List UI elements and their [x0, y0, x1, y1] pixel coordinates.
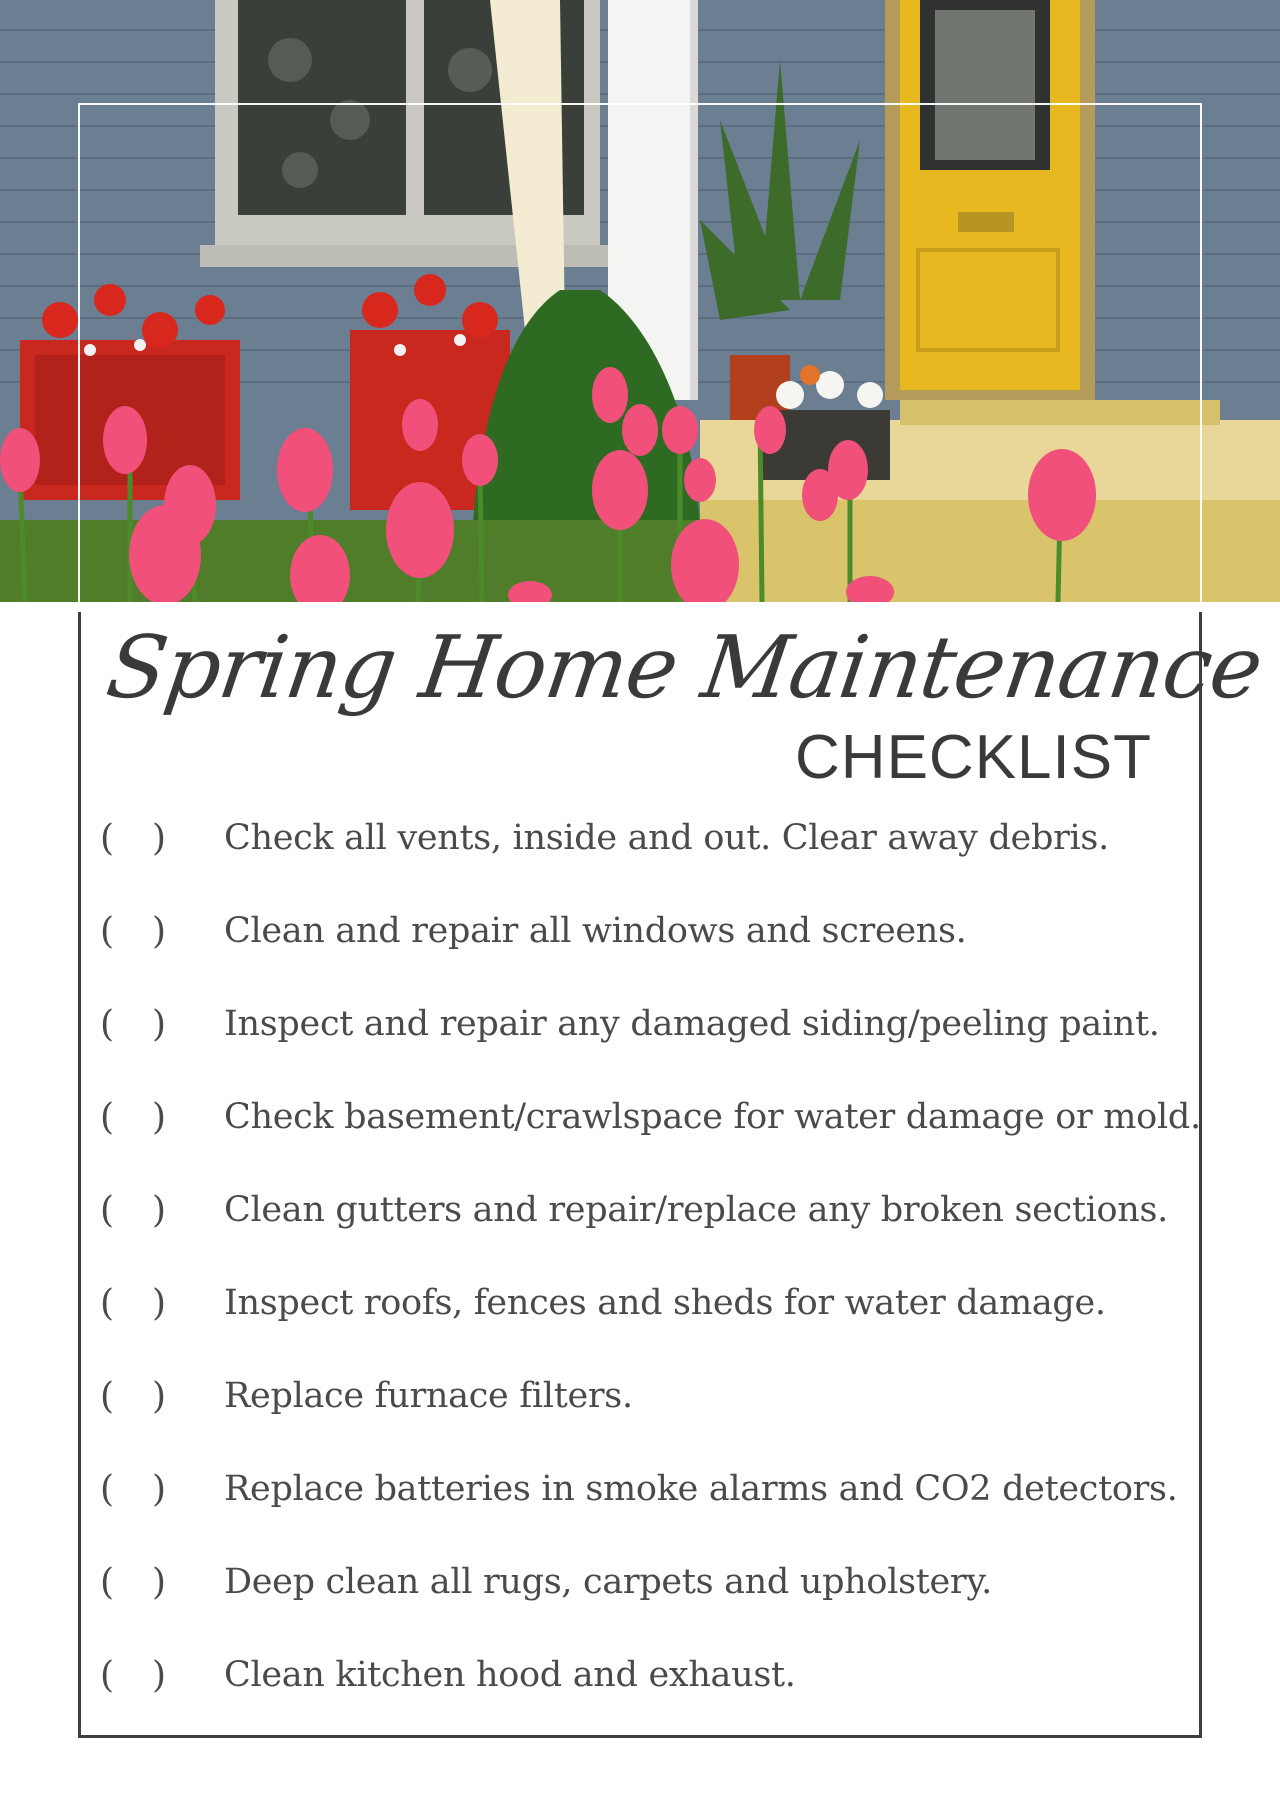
checklist-item[interactable] — [0, 1562, 1280, 1622]
frame-top — [78, 103, 1202, 603]
checklist-item-text: Clean kitchen hood and exhaust. — [224, 1655, 796, 1695]
checklist-item-text: Clean gutters and repair/replace any broken sections. — [224, 1190, 1168, 1230]
checkbox[interactable]: ( ) — [100, 1376, 166, 1417]
checklist-item-text: Check all vents, inside and out. Clear away debris. — [224, 818, 1109, 858]
checklist-item[interactable] — [0, 1004, 1280, 1064]
checklist-item[interactable] — [0, 1376, 1280, 1436]
title-checklist: CHECKLIST — [795, 723, 1152, 792]
checklist-item-text: Clean and repair all windows and screens. — [224, 911, 967, 951]
checkbox[interactable]: ( ) — [100, 818, 166, 859]
checklist-item[interactable] — [0, 1469, 1280, 1529]
checklist-item[interactable] — [0, 1655, 1280, 1715]
checkbox[interactable]: ( ) — [100, 1097, 166, 1138]
checkbox[interactable]: ( ) — [100, 1562, 166, 1603]
checklist-item-text: Inspect and repair any damaged siding/peeling paint. — [224, 1004, 1160, 1044]
checklist-item-text: Replace batteries in smoke alarms and CO2 detectors. — [224, 1469, 1178, 1509]
checklist-item[interactable] — [0, 1283, 1280, 1343]
checklist-item[interactable] — [0, 911, 1280, 971]
checkbox[interactable]: ( ) — [100, 1004, 166, 1045]
checklist-item-text: Inspect roofs, fences and sheds for water damage. — [224, 1283, 1106, 1323]
title-script: Spring Home Maintenance — [100, 618, 1268, 718]
checklist-item[interactable] — [0, 1190, 1280, 1250]
checkbox[interactable]: ( ) — [100, 911, 166, 952]
checklist-item[interactable] — [0, 818, 1280, 878]
checklist-item-text: Deep clean all rugs, carpets and upholstery. — [224, 1562, 993, 1602]
checklist-item-text: Check basement/crawlspace for water damage or mold. — [224, 1097, 1201, 1137]
checkbox[interactable]: ( ) — [100, 1190, 166, 1231]
checkbox[interactable]: ( ) — [100, 1469, 166, 1510]
checklist-item[interactable] — [0, 1097, 1280, 1157]
checkbox[interactable]: ( ) — [100, 1655, 166, 1696]
checkbox[interactable]: ( ) — [100, 1283, 166, 1324]
checklist-item-text: Replace furnace filters. — [224, 1376, 633, 1416]
